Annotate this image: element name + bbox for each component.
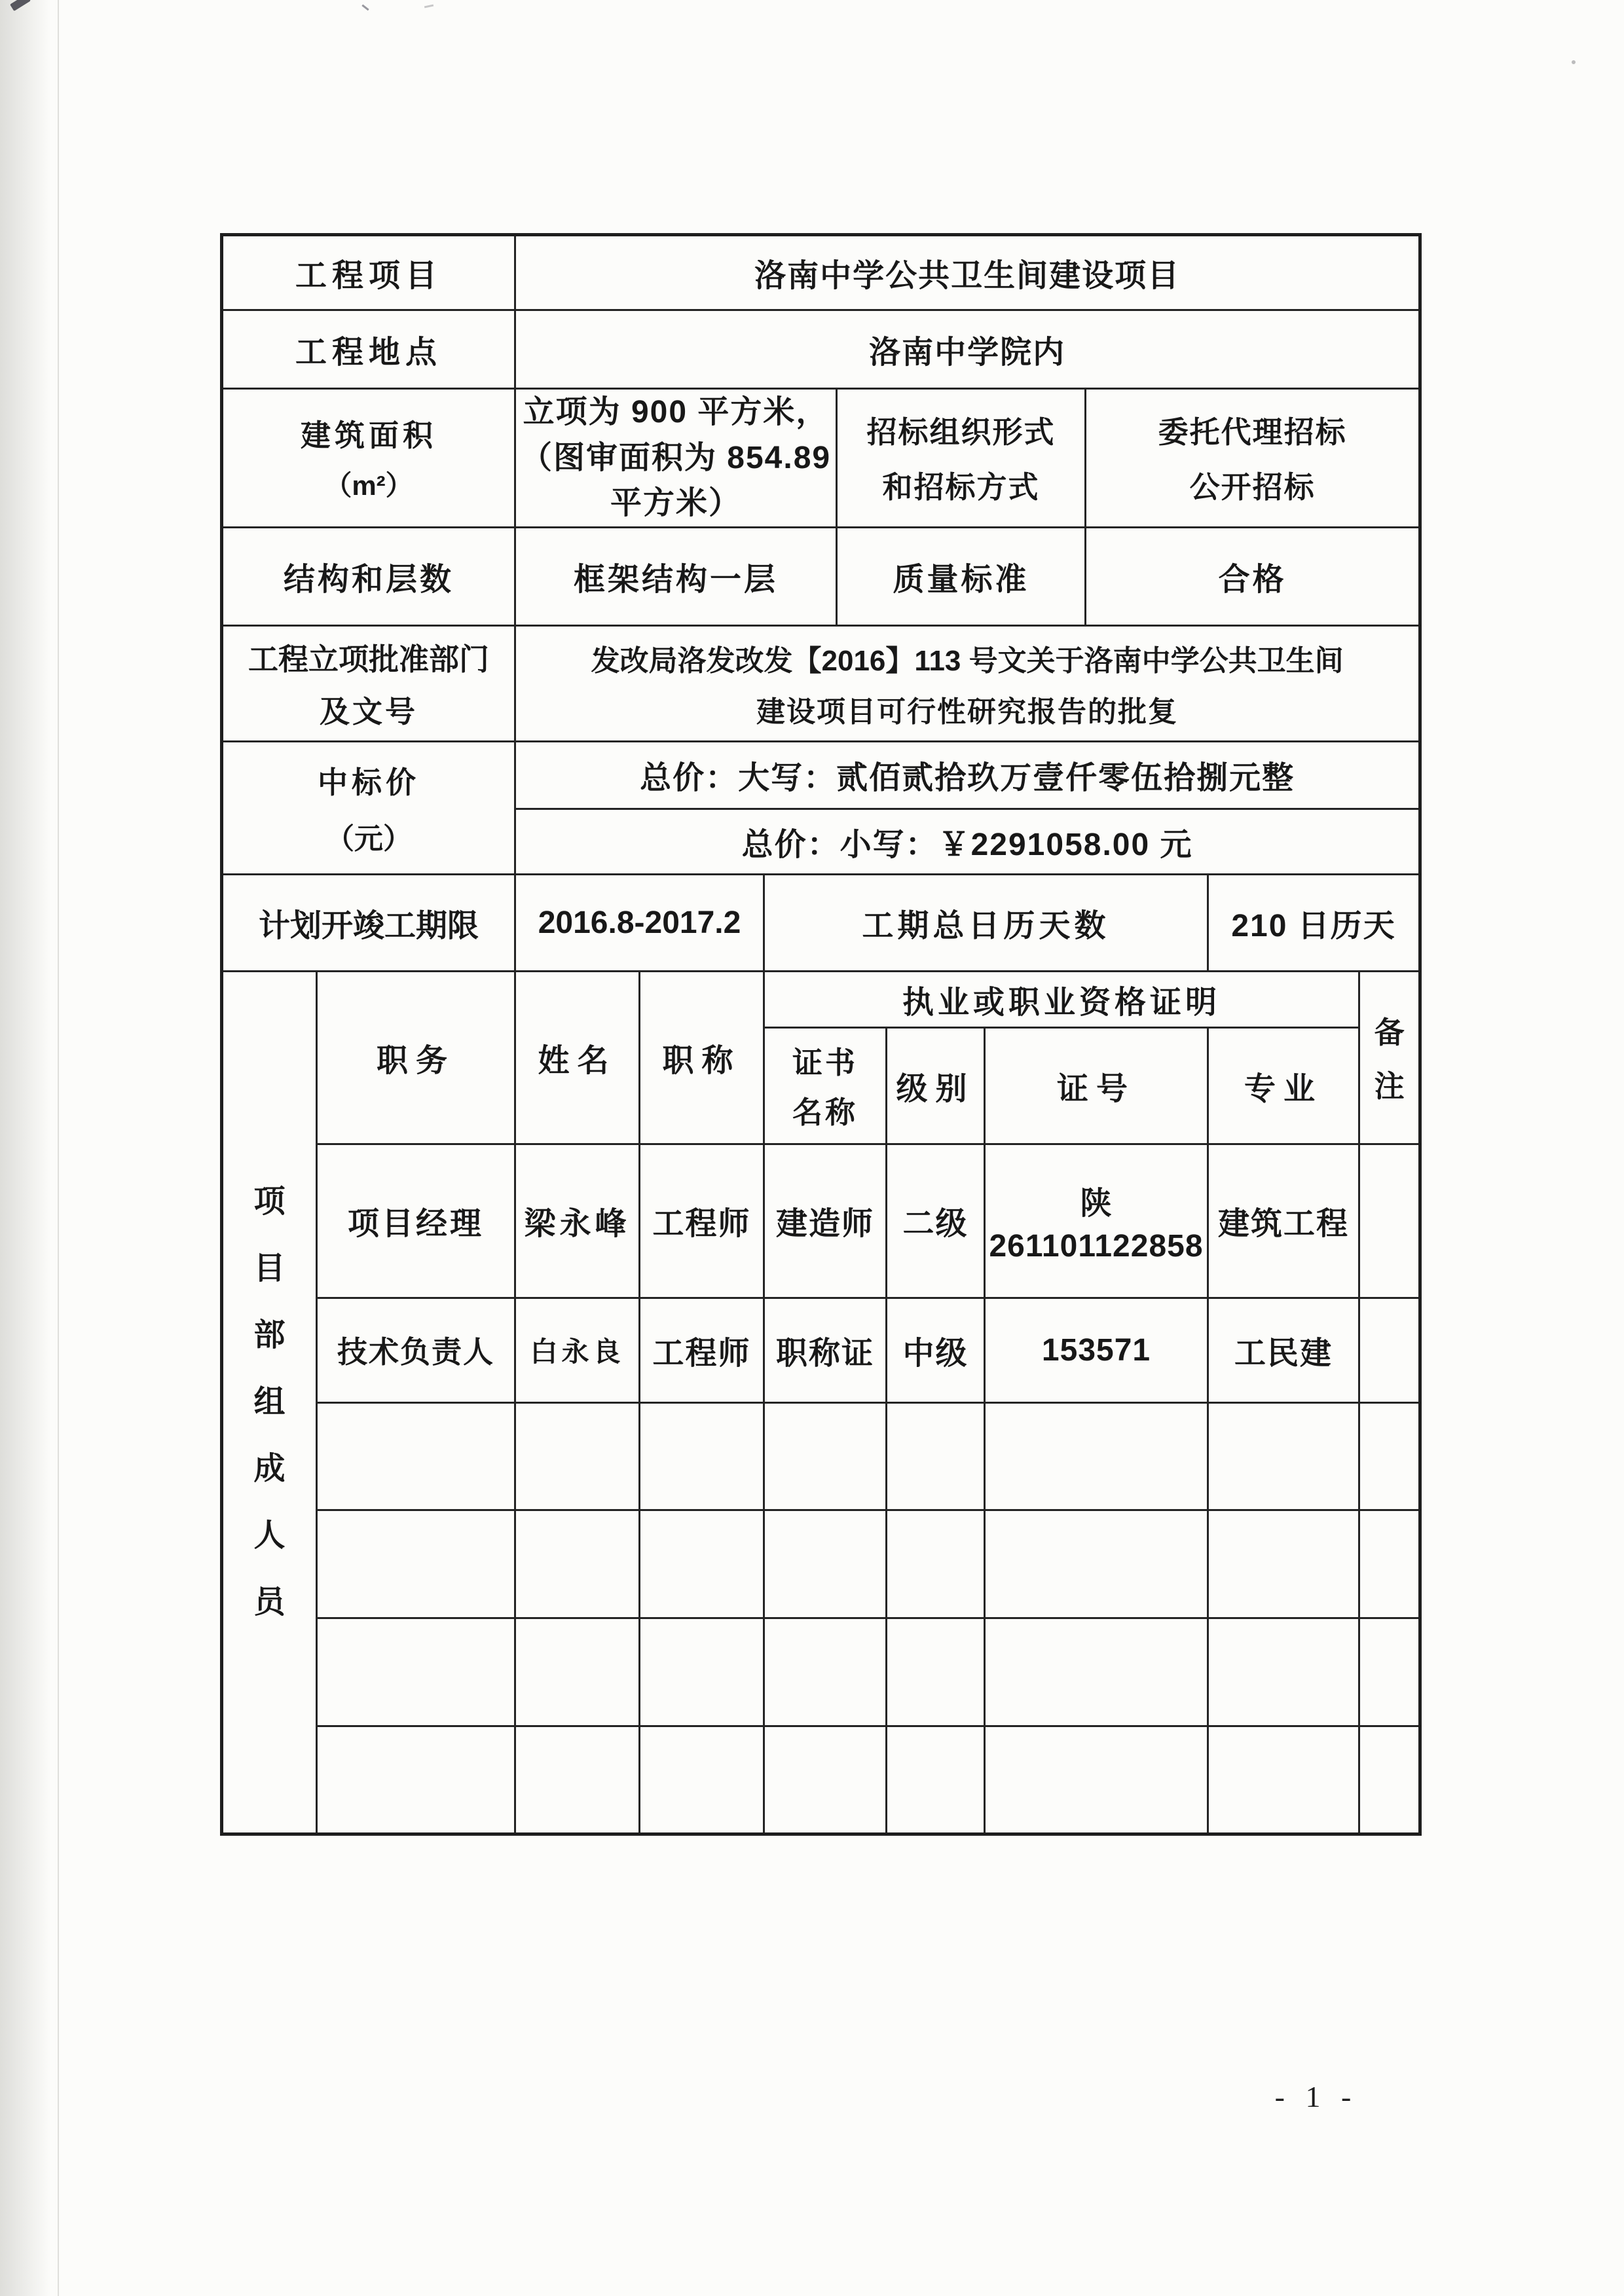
team-member-row [222, 1144, 1420, 1298]
structure-value: 框架结构一层 [515, 527, 837, 625]
header-cert-level: 级别 [887, 1027, 985, 1144]
member-major: 建筑工程 [1208, 1144, 1359, 1298]
empty-cell [985, 1618, 1208, 1726]
row-price-upper [222, 741, 1420, 809]
scan-speck [361, 5, 369, 11]
page-number: - 1 - [1274, 2080, 1358, 2113]
quality-label: 质量标准 [837, 527, 1086, 625]
empty-cell [640, 1402, 764, 1510]
quality-value: 合格 [1086, 527, 1420, 625]
empty-cell [317, 1510, 515, 1618]
approval-value: 发改局洛发改发【2016】113 号文关于洛南中学公共卫生间 建设项目可行性研究报告的批复 [515, 625, 1420, 741]
project-info-table [220, 233, 1422, 1836]
empty-cell [1208, 1726, 1359, 1834]
header-cert-major: 专业 [1208, 1027, 1359, 1144]
member-major: 工民建 [1208, 1298, 1359, 1402]
price-label: 中标价 （元） [222, 741, 515, 874]
empty-cell [640, 1726, 764, 1834]
member-name: 梁永峰 [515, 1144, 640, 1298]
empty-cell [317, 1726, 515, 1834]
team-section-label [222, 971, 317, 1834]
empty-cell [985, 1726, 1208, 1834]
scan-fold-line [58, 0, 59, 2296]
empty-cell [1359, 1618, 1420, 1726]
member-remark [1359, 1144, 1420, 1298]
empty-cell [764, 1402, 887, 1510]
member-cert-no: 153571 [985, 1298, 1208, 1402]
empty-cell [985, 1402, 1208, 1510]
location-label: 工程地点 [222, 310, 515, 389]
empty-cell [764, 1510, 887, 1618]
empty-cell [1208, 1618, 1359, 1726]
empty-cell [515, 1726, 640, 1834]
empty-cell [1359, 1510, 1420, 1618]
project-value: 洛南中学公共卫生间建设项目 [515, 235, 1420, 310]
empty-cell [985, 1510, 1208, 1618]
row-area-bidding [222, 389, 1420, 528]
team-section-vertical-text: 项 目 部 组 成 人 员 [253, 1184, 286, 1620]
project-label: 工程项目 [222, 235, 515, 310]
row-schedule [222, 874, 1420, 971]
member-title: 工程师 [640, 1298, 764, 1402]
team-empty-row [222, 1402, 1420, 1510]
empty-cell [640, 1510, 764, 1618]
area-label-line2: （m²） [324, 470, 413, 501]
header-name: 姓名 [515, 971, 640, 1144]
member-cert-level: 中级 [887, 1298, 985, 1402]
price-in-figures: 总价：小写：￥2291058.00 元 [515, 809, 1420, 874]
team-empty-row [222, 1726, 1420, 1834]
empty-cell [887, 1510, 985, 1618]
member-position: 项目经理 [317, 1144, 515, 1298]
empty-cell [887, 1726, 985, 1834]
row-approval [222, 625, 1420, 741]
team-empty-row [222, 1510, 1420, 1618]
bid-org-value: 委托代理招标 公开招标 [1086, 389, 1420, 528]
area-label [222, 389, 515, 528]
member-cert-no: 陕 261101122858 [985, 1144, 1208, 1298]
page-curl-shadow [0, 0, 51, 2296]
empty-cell [764, 1726, 887, 1834]
structure-label: 结构和层数 [222, 527, 515, 625]
duration-value: 210 日历天 [1208, 874, 1420, 971]
empty-cell [764, 1618, 887, 1726]
scan-corner-mark [10, 0, 31, 11]
area-label-line1: 建筑面积 [301, 418, 437, 453]
member-title: 工程师 [640, 1144, 764, 1298]
scan-speck [1572, 60, 1576, 64]
empty-cell [1208, 1402, 1359, 1510]
empty-cell [1359, 1402, 1420, 1510]
member-name: 白永良 [515, 1298, 640, 1402]
empty-cell [1359, 1726, 1420, 1834]
scan-speck [424, 5, 434, 9]
price-in-words: 总价：大写：贰佰贰拾玖万壹仟零伍拾捌元整 [515, 741, 1420, 809]
header-title: 职称 [640, 971, 764, 1144]
header-position: 职务 [317, 971, 515, 1144]
header-cert-banner: 执业或职业资格证明 [764, 971, 1359, 1027]
member-position: 技术负责人 [317, 1298, 515, 1402]
empty-cell [515, 1510, 640, 1618]
empty-cell [317, 1618, 515, 1726]
empty-cell [515, 1618, 640, 1726]
approval-label: 工程立项批准部门 及文号 [222, 625, 515, 741]
empty-cell [887, 1402, 985, 1510]
bid-org-label: 招标组织形式 和招标方式 [837, 389, 1086, 528]
empty-cell [640, 1618, 764, 1726]
team-empty-row [222, 1618, 1420, 1726]
team-member-row [222, 1298, 1420, 1402]
member-cert-name: 职称证 [764, 1298, 887, 1402]
empty-cell [515, 1402, 640, 1510]
header-cert-name: 证书 名称 [764, 1027, 887, 1144]
header-cert-no: 证号 [985, 1027, 1208, 1144]
row-location [222, 310, 1420, 389]
empty-cell [1208, 1510, 1359, 1618]
member-cert-name: 建造师 [764, 1144, 887, 1298]
schedule-value: 2016.8-2017.2 [515, 874, 764, 971]
member-remark [1359, 1298, 1420, 1402]
header-remark: 备 注 [1359, 971, 1420, 1144]
team-header-top [222, 971, 1420, 1027]
row-structure-quality [222, 527, 1420, 625]
row-project [222, 235, 1420, 310]
member-cert-level: 二级 [887, 1144, 985, 1298]
duration-label: 工期总日历天数 [764, 874, 1208, 971]
location-value: 洛南中学院内 [515, 310, 1420, 389]
area-value: 立项为 900 平方米， （图审面积为 854.89 平方米） [515, 389, 837, 528]
schedule-label: 计划开竣工期限 [222, 874, 515, 971]
empty-cell [887, 1618, 985, 1726]
empty-cell [317, 1402, 515, 1510]
